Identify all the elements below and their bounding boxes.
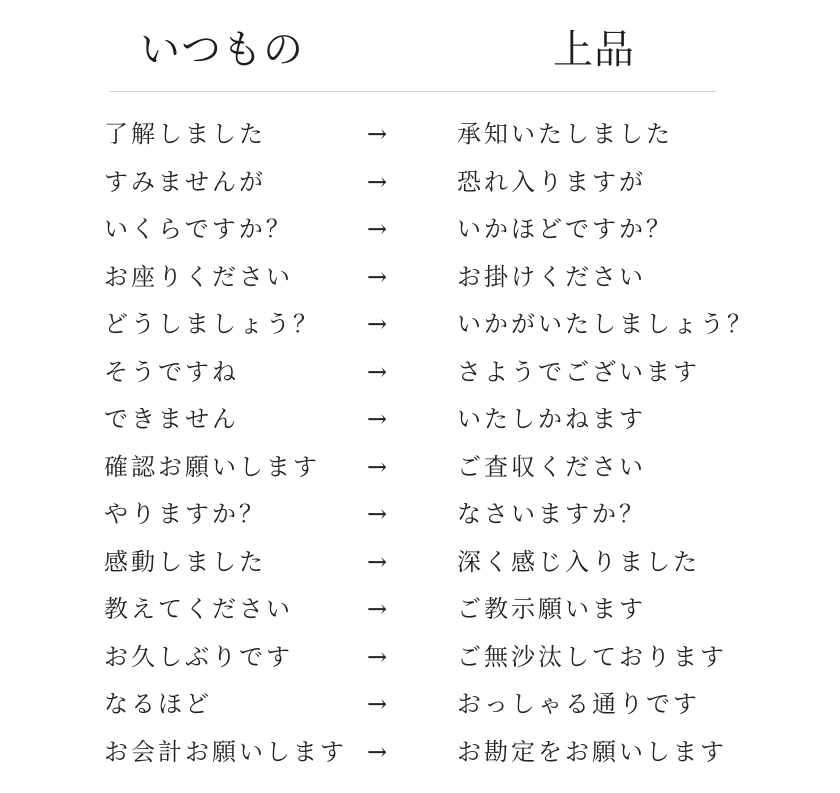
phrase-row (0, 540, 840, 588)
phrase-row (0, 730, 840, 778)
phrase-row (0, 112, 840, 160)
arrow-icon: → (367, 547, 388, 576)
phrase-row (0, 255, 840, 303)
arrow-icon: → (367, 690, 388, 718)
arrow-icon: → (367, 167, 388, 196)
arrow-icon: → (367, 737, 388, 766)
casual-phrase: お会計お願いします (104, 737, 347, 766)
casual-phrase: そうですね (104, 357, 239, 386)
polite-phrase: なさいますか？ (457, 500, 646, 528)
phrase-row (0, 160, 840, 208)
arrow-icon: → (367, 405, 388, 433)
casual-phrase: 感動しました (104, 547, 266, 576)
casual-phrase: お座りください (104, 262, 293, 291)
phrase-row (0, 397, 840, 445)
casual-column-title: いつもの (140, 27, 304, 73)
polite-phrase: おっしゃる通りです (457, 690, 700, 718)
phrase-row (0, 587, 840, 635)
polite-column-title: 上品 (553, 27, 635, 73)
arrow-icon: → (367, 310, 388, 338)
polite-phrase: いかほどですか？ (457, 215, 673, 243)
polite-phrase: 承知いたしました (457, 120, 673, 148)
arrow-icon: → (367, 595, 388, 623)
polite-phrase: ご教示願います (457, 595, 646, 623)
polite-phrase: 深く感じ入りました (457, 547, 700, 576)
arrow-icon: → (367, 120, 388, 148)
polite-phrase: お掛けください (457, 262, 646, 291)
header-divider (110, 91, 716, 92)
casual-phrase: やりますか？ (104, 500, 266, 528)
polite-phrase: お勘定をお願いします (457, 737, 727, 766)
casual-phrase: 教えてください (104, 595, 293, 623)
casual-phrase: 了解しました (104, 120, 266, 148)
casual-phrase: すみませんが (104, 167, 266, 196)
casual-phrase: お久しぶりです (104, 642, 293, 671)
phrase-row (0, 445, 840, 493)
phrase-row (0, 302, 840, 350)
arrow-icon: → (367, 642, 388, 671)
arrow-icon: → (367, 215, 388, 243)
casual-phrase: どうしましょう？ (104, 310, 320, 338)
phrase-row (0, 635, 840, 683)
phrase-row (0, 207, 840, 255)
arrow-icon: → (367, 452, 388, 481)
polite-phrase: ご査収ください (457, 452, 646, 481)
arrow-icon: → (367, 500, 388, 528)
polite-phrase: ご無沙汰しております (457, 642, 727, 671)
phrase-row (0, 350, 840, 398)
polite-phrase: さようでございます (457, 357, 700, 386)
polite-phrase: いかがいたしましょう？ (457, 310, 754, 338)
phrase-row (0, 682, 840, 730)
casual-phrase: 確認お願いします (104, 452, 320, 481)
casual-phrase: できません (104, 405, 239, 433)
polite-phrase: いたしかねます (457, 405, 646, 433)
phrase-row (0, 492, 840, 540)
arrow-icon: → (367, 357, 388, 386)
polite-phrase: 恐れ入りますが (457, 167, 646, 196)
casual-phrase: なるほど (104, 690, 212, 718)
arrow-icon: → (367, 262, 388, 291)
casual-phrase: いくらですか？ (104, 215, 293, 243)
phrase-list (0, 112, 840, 777)
